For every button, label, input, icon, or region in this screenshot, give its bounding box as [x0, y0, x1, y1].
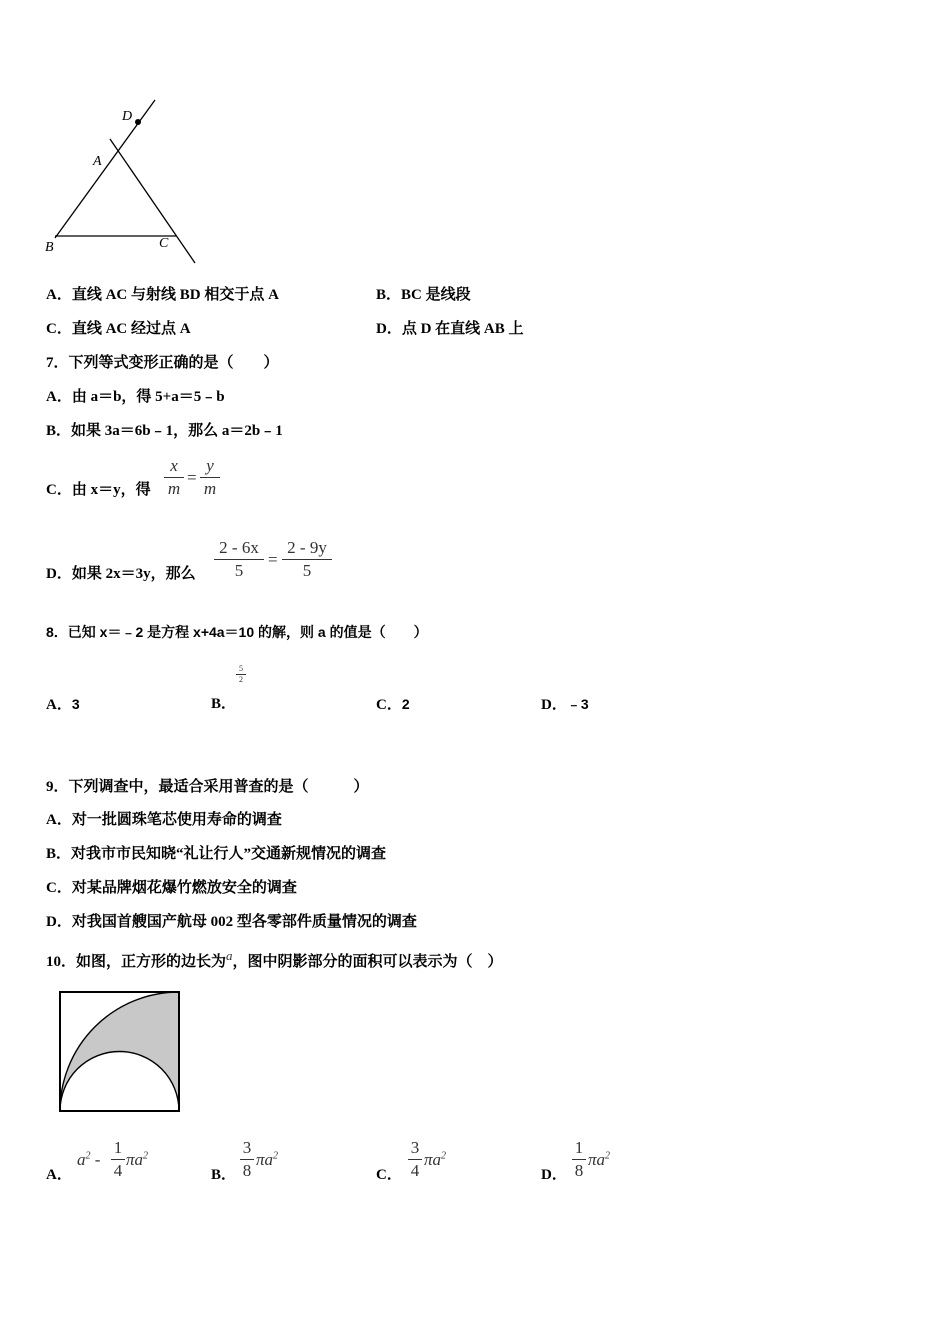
q7-stem: 7．下列等式变形正确的是（ ）	[46, 355, 279, 371]
q6-option-c	[46, 319, 191, 339]
q6-option-a	[46, 285, 279, 305]
q8-option-a	[46, 694, 80, 715]
numerator: 2 - 6x	[219, 538, 259, 557]
label-b: B	[45, 240, 54, 255]
option-value: ﹣3	[566, 696, 589, 712]
q7c-equals: =	[187, 468, 197, 487]
denominator: 4	[410, 1161, 420, 1180]
numerator: 1	[574, 1138, 584, 1157]
q10b-fraction	[240, 1137, 254, 1182]
q7-option-b: B．如果 3a＝6b﹣1，那么 a＝2b﹣1	[46, 423, 283, 439]
denominator: 4	[113, 1161, 123, 1180]
option-text: 点 D 在直线 AB 上	[401, 321, 524, 337]
option-letter: C．	[46, 321, 72, 337]
variable-a: a	[226, 948, 233, 963]
line-ca	[110, 139, 195, 263]
numerator: x	[170, 456, 178, 475]
q8-option-d	[541, 694, 589, 715]
q6-option-d	[376, 319, 524, 339]
q10b-pi-a-squared	[256, 1150, 278, 1170]
q7-option-c: C．由 x＝y，得	[46, 482, 151, 498]
option-letter: B．	[376, 287, 402, 303]
option-letter: D．	[541, 697, 567, 713]
q10-stem	[46, 946, 503, 972]
q7d-left-fraction	[214, 537, 264, 582]
label-d: D	[122, 109, 133, 124]
q7-option-d: D．如果 2x＝3y，那么	[46, 566, 196, 582]
exponent: 2	[605, 1150, 611, 1162]
q8-stem: 8．已知 x＝﹣2 是方程 x+4a＝10 的解，则 a 的值是（ ）	[46, 624, 428, 640]
denominator: 5	[302, 561, 312, 580]
option-letter: A．	[46, 697, 72, 713]
q9-option-c: C．对某品牌烟花爆竹燃放安全的调查	[46, 880, 297, 896]
label-c: C	[159, 236, 169, 251]
q7-option-a: A．由 a＝b，得 5+a＝5﹣b	[46, 389, 225, 405]
minus-sign: -	[90, 1150, 101, 1169]
q10d-fraction	[572, 1137, 586, 1182]
stem-text: ，图中阴影部分的面积可以表示为（ ）	[232, 954, 503, 970]
q7c-left-fraction	[164, 455, 184, 500]
q10c-pi-a-squared	[424, 1150, 446, 1170]
q10-option-a-letter: A．	[46, 1167, 72, 1183]
pi-a: πa	[256, 1150, 274, 1169]
option-letter: D．	[376, 321, 402, 337]
point-d	[135, 119, 141, 125]
option-text: 直线 AC 经过点 A	[71, 321, 191, 337]
numerator: y	[206, 456, 214, 475]
option-text: BC 是线段	[401, 287, 471, 303]
numerator: 5	[239, 664, 243, 673]
q10d-pi-a-squared	[588, 1150, 610, 1170]
pi-a: πa	[588, 1150, 606, 1169]
option-letter: B．	[211, 696, 237, 712]
var: a	[77, 1150, 86, 1169]
exponent: 2	[273, 1150, 279, 1162]
numerator: 3	[242, 1138, 252, 1157]
q7d-right-fraction	[282, 537, 332, 582]
numerator: 3	[410, 1138, 420, 1157]
q6-option-b	[376, 285, 471, 305]
stem-text: 10．如图，正方形的边长为	[46, 954, 227, 970]
option-value: 2	[401, 696, 410, 712]
q10c-fraction	[408, 1137, 422, 1182]
q10a-pi-a-squared	[126, 1150, 148, 1170]
q7d-equals: =	[268, 550, 278, 569]
q10-option-b-letter: B．	[211, 1167, 237, 1183]
exponent: 2	[85, 1150, 91, 1162]
q8-option-c	[376, 694, 410, 715]
denominator: m	[167, 479, 181, 498]
q10a-fraction	[111, 1137, 125, 1182]
q10-option-c-letter: C．	[376, 1167, 402, 1183]
numerator: 2 - 9y	[287, 538, 327, 557]
triangle-figure	[40, 95, 210, 270]
q8b-fraction	[236, 664, 246, 685]
q9-option-a: A．对一批圆珠笔芯使用寿命的调查	[46, 812, 282, 828]
q9-option-b: B．对我市市民知晓“礼让行人”交通新规情况的调查	[46, 846, 387, 862]
pi-a: πa	[424, 1150, 442, 1169]
exponent: 2	[441, 1150, 447, 1162]
exponent: 2	[143, 1150, 149, 1162]
denominator: m	[203, 479, 217, 498]
q9-option-d: D．对我国首艘国产航母 002 型各零部件质量情况的调查	[46, 914, 417, 930]
denominator: 8	[242, 1161, 252, 1180]
denominator: 2	[239, 675, 243, 684]
option-letter: A．	[46, 287, 72, 303]
denominator: 8	[574, 1161, 584, 1180]
label-a: A	[93, 154, 102, 169]
q7c-right-fraction	[200, 455, 220, 500]
option-text: 直线 AC 与射线 BD 相交于点 A	[71, 287, 279, 303]
pi-a: πa	[126, 1150, 144, 1169]
q10-option-d-letter: D．	[541, 1167, 567, 1183]
q9-stem: 9．下列调查中，最适合采用普查的是（ ）	[46, 779, 369, 795]
square-figure	[58, 990, 182, 1114]
q10a-a-squared	[77, 1150, 100, 1170]
denominator: 5	[234, 561, 244, 580]
numerator: 1	[113, 1138, 123, 1157]
option-letter: C．	[376, 697, 402, 713]
option-value: 3	[71, 696, 80, 712]
q8-option-b	[211, 694, 236, 714]
